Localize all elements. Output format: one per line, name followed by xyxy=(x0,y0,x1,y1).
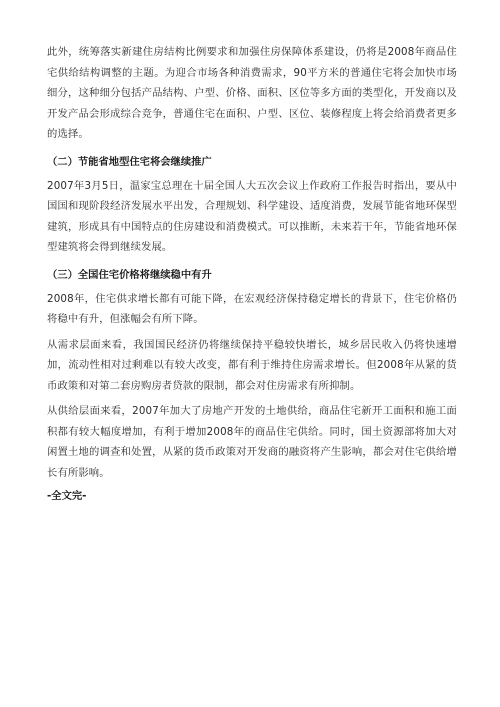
energy-saving-paragraph: 2007年3月5日，温家宝总理在十届全国人大五次会议上作政府工作报告时指出，要从中国国和现阶段经济发展水平出发，合理规划、科学建设、适度消费，发展节能省地环保型建筑，形成具有中国特点的住房建设和消费模式。可以推断，未来若干年，节能省地环保型建筑将会得到继续发展。 xyxy=(47,179,457,253)
document-body xyxy=(47,42,457,483)
section-heading-energy-saving-housing: （二）节能省地型住宅将会继续推广 xyxy=(47,155,212,168)
demand-side-paragraph: 从需求层面来看，我国国民经济仍将继续保持平稳较快增长，城乡居民收入仍将快速增加，流动性相对过剩难以有较大改变，都有利于维持住房需求增长。但2008年从紧的货币政策和对第二套房购房者贷款的限制，都会对住房需求有所抑制。 xyxy=(47,338,457,392)
intro-paragraph: 此外，统筹落实新建住房结构比例要求和加强住房保障体系建设，仍将是2008年商品住宅供给结构调整的主题。为迎合市场各种消费需求，90平方米的普通住宅将会加快市场细分，这种细分包括产品结构、户型、价格、面积、区位等多方面的类型化，开发商以及开发产品会形成综合竞争，普通住宅在面积、户型、区位、装修程度上将会给消费者更多的选择。 xyxy=(47,46,457,140)
price-outlook-paragraph: 2008年，住宅供求增长都有可能下降，在宏观经济保持稳定增长的背景下，住宅价格仍将稳中有升，但涨幅会有所下降。 xyxy=(47,292,457,325)
end-of-document-mark: -全文完- xyxy=(47,490,87,502)
section-heading-housing-prices: （三）全国住宅价格将继续稳中有升 xyxy=(47,268,212,281)
supply-side-paragraph: 从供给层面来看，2007年加大了房地产开发的土地供给，商品住宅新开工面积和施工面积都有较大幅度增加，有利于增加2008年的商品住宅供给。同时，国土资源部将加大对闲置土地的调查和处置，从紧的货币政策对开发商的融资将产生影响，都会对住宅供给增长有所影响。 xyxy=(47,405,457,479)
